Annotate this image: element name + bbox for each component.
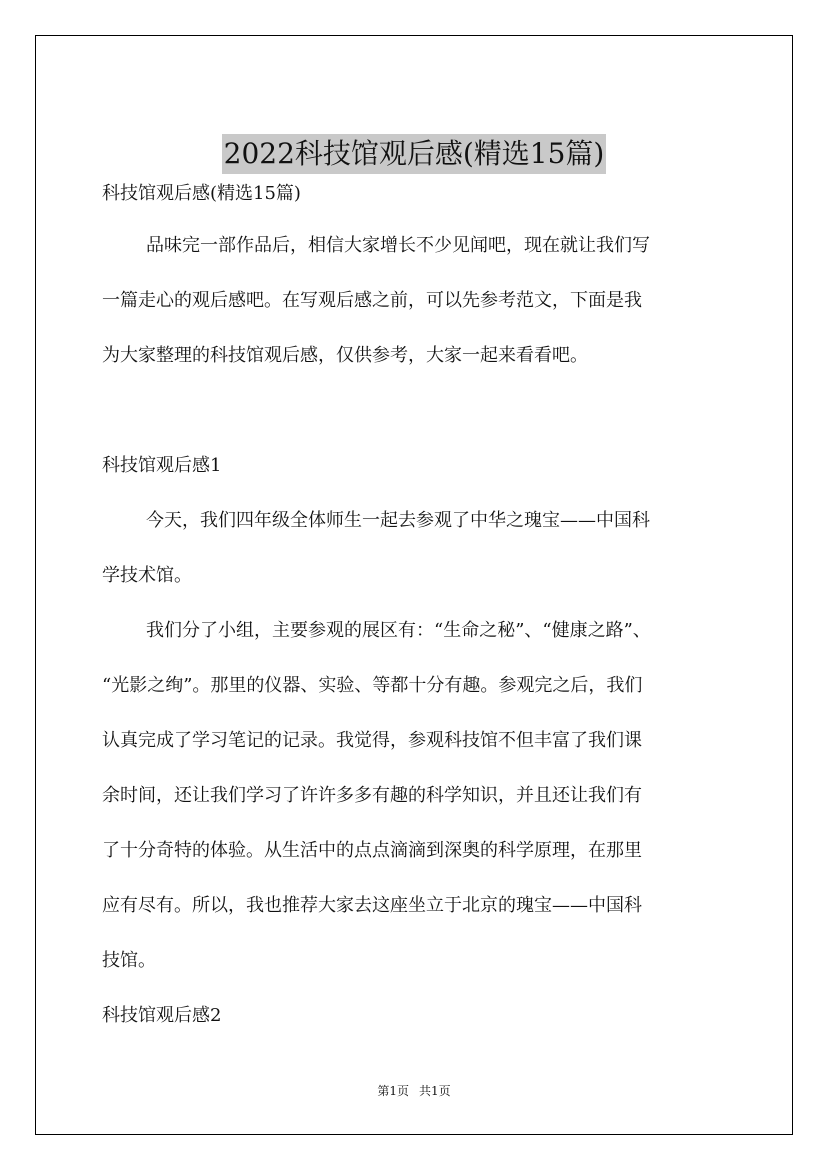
page-total: 共1页	[419, 1084, 451, 1098]
section-heading: 科技馆观后感2	[102, 1005, 222, 1026]
page-footer	[36, 1083, 792, 1099]
subtitle: 科技馆观后感(精选15篇)	[102, 183, 301, 204]
intro-line: 为大家整理的科技馆观后感，仅供参考，大家一起来看看吧。	[102, 345, 588, 366]
section-heading: 科技馆观后感1	[102, 455, 222, 476]
page-number: 第1页	[377, 1084, 409, 1098]
paragraph-line: 今天，我们四年级全体师生一起去参观了中华之瑰宝——中国科	[146, 510, 650, 531]
paragraph-line: “光影之绚”。那里的仪器、实验、等都十分有趣。参观完之后，我们	[102, 675, 643, 696]
title-block	[36, 134, 792, 174]
document-title: 2022科技馆观后感(精选15篇)	[222, 134, 607, 174]
intro-line: 一篇走心的观后感吧。在写观后感之前，可以先参考范文，下面是我	[102, 290, 642, 311]
paragraph-line: 了十分奇特的体验。从生活中的点点滴滴到深奥的科学原理，在那里	[102, 840, 642, 861]
paragraph-line: 我们分了小组，主要参观的展区有：“生命之秘”、“健康之路”、	[146, 620, 651, 641]
paragraph-line: 学技术馆。	[102, 565, 192, 586]
paragraph-line: 认真完成了学习笔记的记录。我觉得，参观科技馆不但丰富了我们课	[102, 730, 642, 751]
paragraph-line: 技馆。	[102, 950, 156, 971]
document-page	[35, 35, 793, 1135]
paragraph-line: 余时间，还让我们学习了许许多多有趣的科学知识，并且还让我们有	[102, 785, 642, 806]
paragraph-line: 应有尽有。所以，我也推荐大家去这座坐立于北京的瑰宝——中国科	[102, 895, 642, 916]
intro-line: 品味完一部作品后，相信大家增长不少见闻吧，现在就让我们写	[146, 235, 650, 256]
